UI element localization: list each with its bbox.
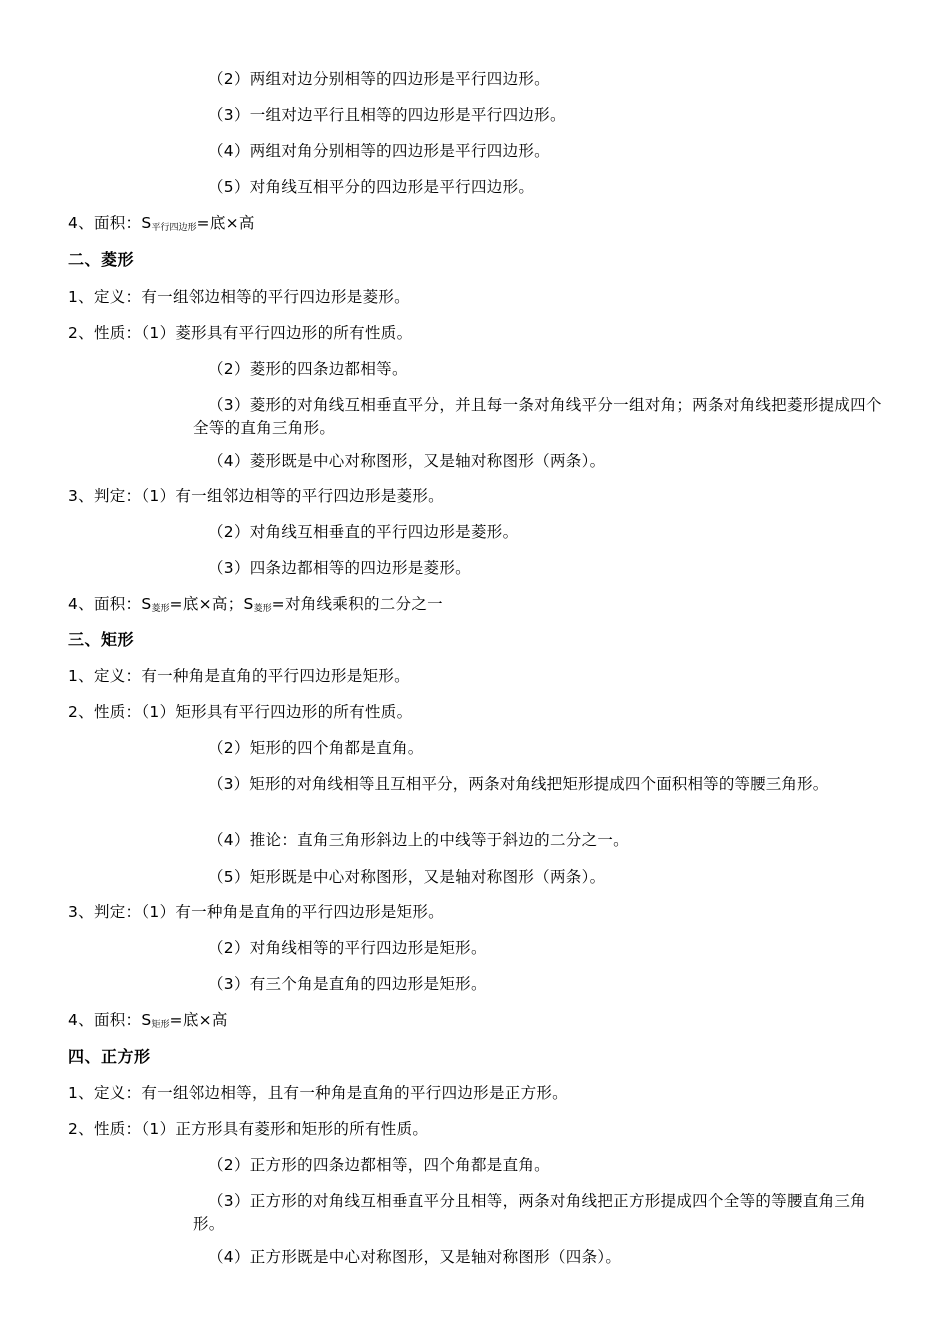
- parallelogram-judgement-5: （5）对角线互相平分的四边形是平行四边形。: [208, 178, 535, 196]
- rectangle-definition: 1、定义：有一种角是直角的平行四边形是矩形。: [68, 667, 410, 685]
- rectangle-property-5: （5）矩形既是中心对称图形，又是轴对称图形（两条）。: [208, 868, 606, 886]
- area-subscript-2: 菱形: [253, 604, 272, 614]
- area-prefix: 4、面积：S: [68, 214, 152, 232]
- rhombus-judgement-1: 3、判定：（1）有一组邻边相等的平行四边形是菱形。: [68, 487, 444, 505]
- rhombus-judgement-3: （3）四条边都相等的四边形是菱形。: [208, 559, 471, 577]
- parallelogram-judgement-4: （4）两组对角分别相等的四边形是平行四边形。: [208, 142, 550, 160]
- rhombus-property-2: （2）菱形的四条边都相等。: [208, 360, 408, 378]
- rectangle-judgement-1: 3、判定：（1）有一种角是直角的平行四边形是矩形。: [68, 903, 444, 921]
- area-subscript: 平行四边形: [151, 223, 197, 233]
- area-subscript: 矩形: [151, 1020, 170, 1030]
- rhombus-property-3-text: （3）菱形的对角线互相垂直平分，并且每一条对角线平分一组对角；两条对角线把菱形提成四个全等的直角三角形。: [193, 396, 882, 437]
- rhombus-definition: 1、定义：有一组邻边相等的平行四边形是菱形。: [68, 288, 410, 306]
- rectangle-property-4: （4）推论：直角三角形斜边上的中线等于斜边的二分之一。: [208, 831, 629, 849]
- area-formula-1: =底×高；S: [169, 595, 254, 613]
- area-formula: =底×高: [196, 214, 255, 232]
- area-formula: =底×高: [169, 1011, 228, 1029]
- rhombus-property-4: （4）菱形既是中心对称图形，又是轴对称图形（两条）。: [208, 452, 606, 470]
- square-property-2: （2）正方形的四条边都相等，四个角都是直角。: [208, 1156, 550, 1174]
- square-property-4: （4）正方形既是中心对称图形，又是轴对称图形（四条）。: [208, 1248, 622, 1266]
- rhombus-property-1: 2、性质：（1）菱形具有平行四边形的所有性质。: [68, 324, 413, 342]
- parallelogram-judgement-2: （2）两组对边分别相等的四边形是平行四边形。: [208, 70, 550, 88]
- area-prefix: 4、面积：S: [68, 1011, 152, 1029]
- rhombus-area: [68, 592, 443, 621]
- rectangle-property-2: （2）矩形的四个角都是直角。: [208, 739, 424, 757]
- parallelogram-judgement-3: （3）一组对边平行且相等的四边形是平行四边形。: [208, 106, 566, 124]
- section-heading-rectangle: 三、矩形: [68, 630, 135, 649]
- square-property-3-text: （3）正方形的对角线互相垂直平分且相等，两条对角线把正方形提成四个全等的等腰直角三角形。: [193, 1192, 866, 1233]
- rectangle-judgement-2: （2）对角线相等的平行四边形是矩形。: [208, 939, 487, 957]
- rhombus-property-3: [193, 394, 883, 440]
- rectangle-area: [68, 1008, 228, 1037]
- square-property-1: 2、性质：（1）正方形具有菱形和矩形的所有性质。: [68, 1120, 429, 1138]
- rectangle-property-3: （3）矩形的对角线相等且互相平分，两条对角线把矩形提成四个面积相等的等腰三角形。: [208, 775, 829, 793]
- square-property-3: [193, 1190, 883, 1236]
- rectangle-judgement-3: （3）有三个角是直角的四边形是矩形。: [208, 975, 487, 993]
- square-definition: 1、定义：有一组邻边相等，且有一种角是直角的平行四边形是正方形。: [68, 1084, 568, 1102]
- rhombus-judgement-2: （2）对角线互相垂直的平行四边形是菱形。: [208, 523, 519, 541]
- area-subscript: 菱形: [151, 604, 170, 614]
- area-prefix: 4、面积：S: [68, 595, 152, 613]
- section-heading-rhombus: 二、菱形: [68, 250, 135, 269]
- area-formula-2: =对角线乘积的二分之一: [271, 595, 443, 613]
- parallelogram-area: [68, 211, 255, 240]
- rectangle-property-1: 2、性质：（1）矩形具有平行四边形的所有性质。: [68, 703, 413, 721]
- section-heading-square: 四、正方形: [68, 1047, 151, 1066]
